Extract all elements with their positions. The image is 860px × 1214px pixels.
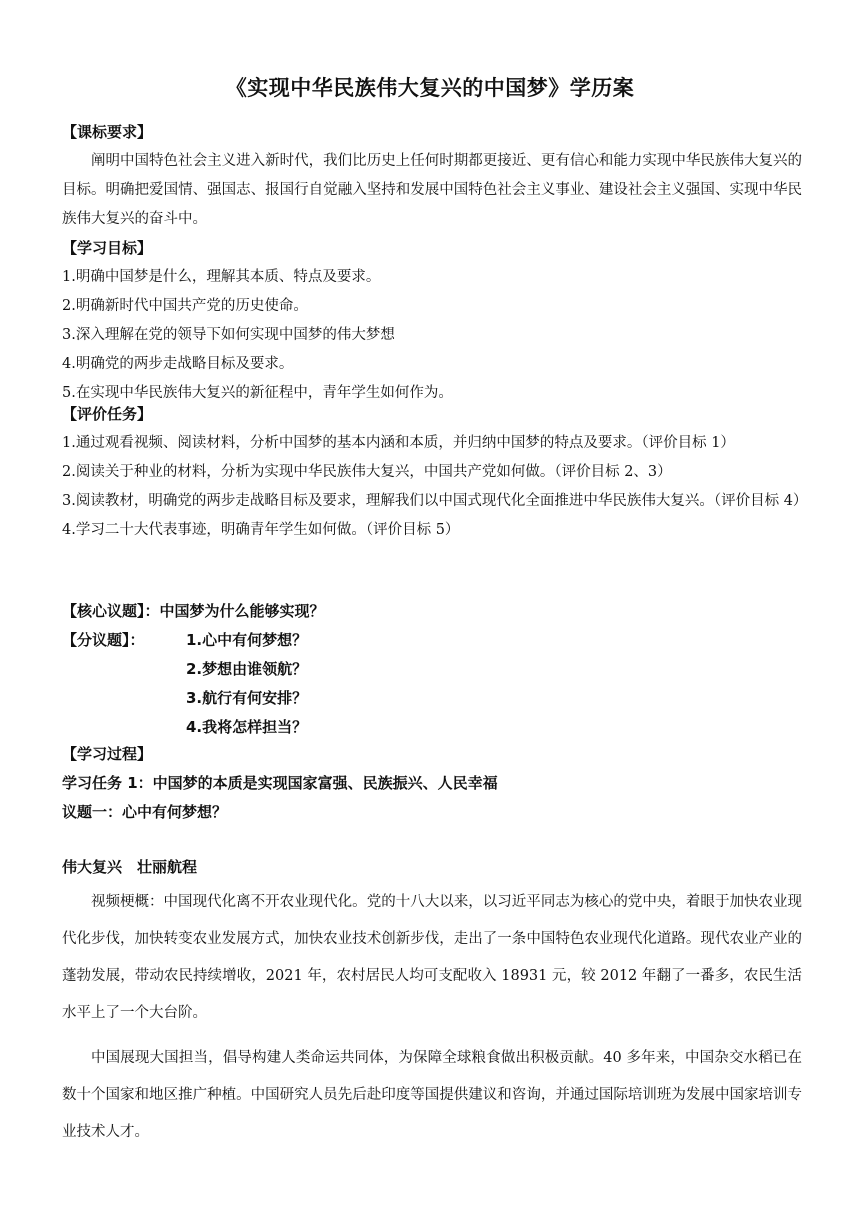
process-heading: 【学习过程】 xyxy=(62,745,153,763)
section-video xyxy=(62,853,802,1151)
sub-topics-list xyxy=(186,626,307,742)
task-item: 2.阅读关于种业的材料，分析为实现中华民族伟大复兴，中国共产党如何做。（评价目标 2、3） xyxy=(62,464,672,480)
section-goals xyxy=(62,234,802,408)
goal-item: 3.深入理解在党的领导下如何实现中国梦的伟大梦想 xyxy=(62,327,395,343)
section-process xyxy=(62,740,802,827)
curriculum-text: 阐明中国特色社会主义进入新时代，我们比历史上任何时期都更接近、更有信心和能力实现中华民族伟大复兴的目标。明确把爱国情、强国志、报国行自觉融入坚持和发展中国特色社会主义事业、建设社会主义强国、实现中华民族伟大复兴的奋斗中。 xyxy=(62,153,802,227)
section-sub-topics xyxy=(62,626,802,736)
core-topic-heading: 【核心议题】： xyxy=(62,602,160,620)
video-global-paragraph: 中国展现大国担当，倡导构建人类命运共同体，为保障全球粮食做出积极贡献。40 多年来，中国杂交水稻已在数十个国家和地区推广种植。中国研究人员先后赴印度等国提供建议和咨询，并通过国际培训班为发展中国家培训专业技术人才。 xyxy=(62,1050,802,1140)
topic-1: 议题一：心中有何梦想？ xyxy=(62,803,228,821)
sub-topic-item: 4.我将怎样担当？ xyxy=(186,718,308,736)
task-item: 4.学习二十大代表事迹，明确青年学生如何做。（评价目标 5） xyxy=(62,522,460,538)
goal-item: 2.明确新时代中国共产党的历史使命。 xyxy=(62,298,308,314)
tasks-heading: 【评价任务】 xyxy=(62,405,153,423)
section-tasks xyxy=(62,400,808,545)
curriculum-heading: 【课标要求】 xyxy=(62,123,153,141)
video-summary-paragraph: 视频梗概：中国现代化离不开农业现代化。党的十八大以来，以习近平同志为核心的党中央，着眼于加快农业现代化步伐，加快转变农业发展方式，加快农业技术创新步伐，走出了一条中国特色农业现代化道路。现代农业产业的蓬勃发展，带动农民持续增收，2021 年，农村居民人均可支配收入 18931 元，较 2012 年翻了一番多，农民生活水平上了一个大台阶。 xyxy=(62,894,802,1021)
sub-topic-item: 3.航行有何安排？ xyxy=(186,689,308,707)
task-item: 1.通过观看视频、阅读材料，分析中国梦的基本内涵和本质，并归纳中国梦的特点及要求。（评价目标 1） xyxy=(62,435,735,451)
goal-item: 1.明确中国梦是什么，理解其本质、特点及要求。 xyxy=(62,269,381,285)
video-heading: 伟大复兴 壮丽航程 xyxy=(62,858,198,876)
section-core-topic xyxy=(62,597,802,626)
sub-topic-item: 1.心中有何梦想？ xyxy=(186,631,308,649)
document-title: 《实现中华民族伟大复兴的中国梦》学历案 xyxy=(225,76,635,100)
section-curriculum xyxy=(62,118,802,234)
learning-task-1: 学习任务 1：中国梦的本质是实现国家富强、民族振兴、人民幸福 xyxy=(62,774,498,792)
goal-item: 4.明确党的两步走战略目标及要求。 xyxy=(62,356,294,372)
sub-topic-item: 2.梦想由谁领航？ xyxy=(186,660,308,678)
goal-item: 5.在实现中华民族伟大复兴的新征程中，青年学生如何作为。 xyxy=(62,385,453,401)
core-topic-text: 中国梦为什么能够实现？ xyxy=(159,602,325,620)
sub-topics-heading: 【分议题】： xyxy=(62,631,145,649)
task-item: 3.阅读教材，明确党的两步走战略目标及要求，理解我们以中国式现代化全面推进中华民族伟大复兴。（评价目标 4） xyxy=(62,493,808,509)
goals-heading: 【学习目标】 xyxy=(62,239,153,257)
